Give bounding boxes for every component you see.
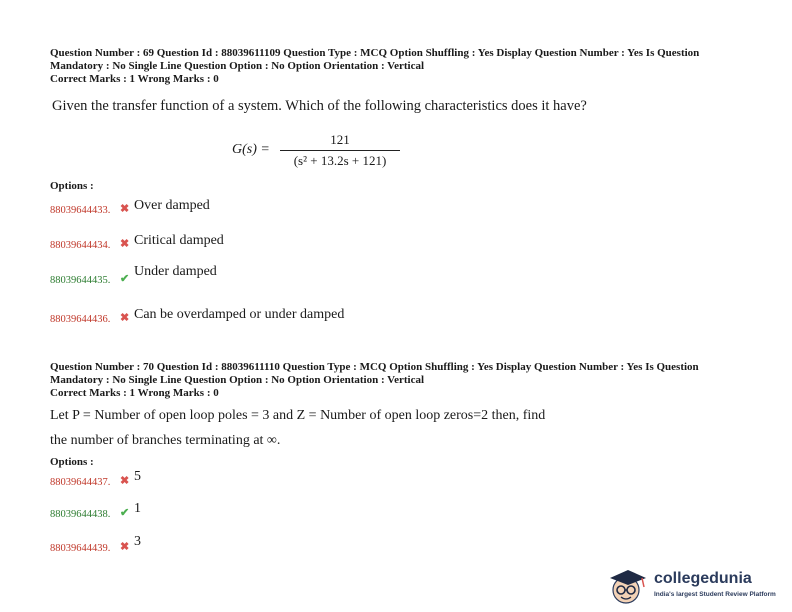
q70-options-label: Options : xyxy=(50,456,94,468)
q70-header-line1: Question Number : 70 Question Id : 88039611110 Question Type : MCQ Option Shuffling : Yes Display Question Number : Yes Is Question xyxy=(50,361,699,373)
q69-header xyxy=(50,47,750,86)
option-text: Can be overdamped or under damped xyxy=(134,307,345,322)
option-id: 88039644437. xyxy=(50,477,111,488)
check-mark-icon: ✔ xyxy=(120,507,130,519)
q70-question-line2: the number of branches terminating at ∞. xyxy=(50,433,281,448)
brand-name: collegedunia xyxy=(654,570,752,587)
option-text: 3 xyxy=(134,534,141,549)
formula-denominator: (s² + 13.2s + 121) xyxy=(293,153,387,168)
brand-tagline: India's largest Student Review Platform xyxy=(654,591,776,598)
q69-option[interactable] xyxy=(50,231,350,251)
formula-fraction xyxy=(280,132,400,169)
q70-question-line1: Let P = Number of open loop poles = 3 and Z = Number of open loop zeros=2 then, find xyxy=(50,408,546,423)
q70-header xyxy=(50,361,750,400)
wrong-mark-icon: ✖ xyxy=(120,541,130,553)
fraction-bar xyxy=(280,150,400,151)
q69-option[interactable] xyxy=(50,266,350,286)
option-text: Critical damped xyxy=(134,233,224,248)
q69-header-line2: Mandatory : No Single Line Question Option : No Option Orientation : Vertical xyxy=(50,60,425,72)
q69-marks: Correct Marks : 1 Wrong Marks : 0 xyxy=(50,73,219,85)
q70-header-line2: Mandatory : No Single Line Question Option : No Option Orientation : Vertical xyxy=(50,374,425,386)
formula-lhs: G(s) = xyxy=(232,142,270,157)
option-id: 88039644435. xyxy=(50,275,111,286)
check-mark-icon: ✔ xyxy=(120,273,130,285)
option-text: 1 xyxy=(134,501,141,516)
q69-option[interactable] xyxy=(50,196,350,216)
wrong-mark-icon: ✖ xyxy=(120,238,130,250)
q70-option[interactable] xyxy=(50,500,170,520)
option-text: Under damped xyxy=(134,264,217,279)
q70-marks: Correct Marks : 1 Wrong Marks : 0 xyxy=(50,387,219,399)
option-id: 88039644433. xyxy=(50,205,111,216)
graduate-mascot-icon xyxy=(606,566,650,606)
formula-numerator: 121 xyxy=(330,132,350,147)
q70-option[interactable] xyxy=(50,468,170,488)
wrong-mark-icon: ✖ xyxy=(120,203,130,215)
q69-options-label: Options : xyxy=(50,180,94,192)
option-text: Over damped xyxy=(134,198,210,213)
q69-question-text: Given the transfer function of a system. Which of the following characteristics does it have? xyxy=(52,98,587,114)
q69-header-line1: Question Number : 69 Question Id : 88039611109 Question Type : MCQ Option Shuffling : Yes Display Question Number : Yes Is Question xyxy=(50,47,700,59)
q69-option[interactable] xyxy=(50,305,390,325)
collegedunia-logo[interactable] xyxy=(606,566,788,606)
option-id: 88039644438. xyxy=(50,509,111,520)
option-id: 88039644436. xyxy=(50,314,111,325)
option-id: 88039644439. xyxy=(50,543,111,554)
wrong-mark-icon: ✖ xyxy=(120,475,130,487)
q70-option[interactable] xyxy=(50,534,170,554)
wrong-mark-icon: ✖ xyxy=(120,312,130,324)
option-id: 88039644434. xyxy=(50,240,111,251)
option-text: 5 xyxy=(134,469,141,484)
